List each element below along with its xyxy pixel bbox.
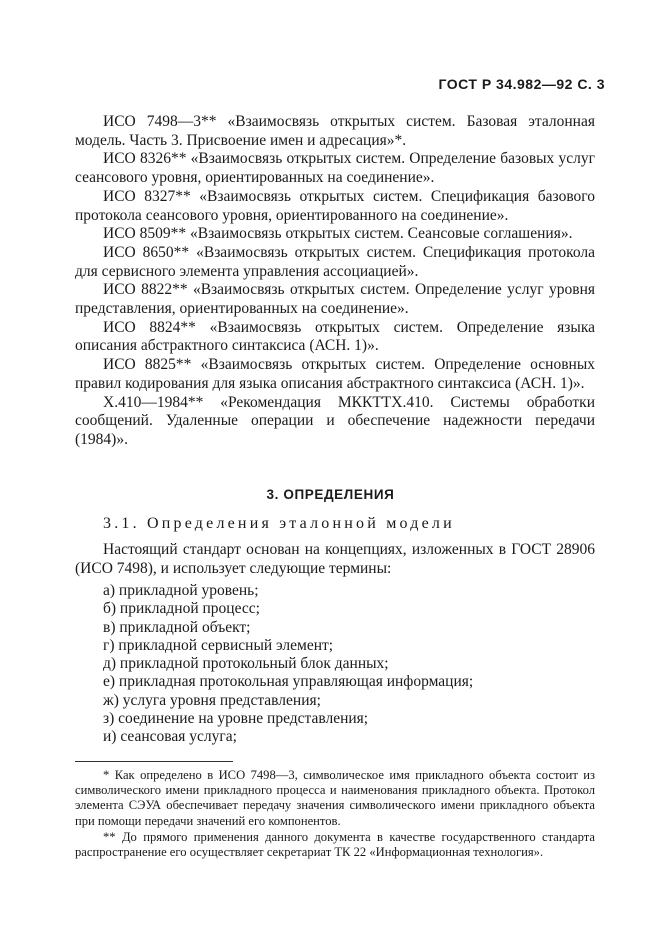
reference-item: ИСО 8327** «Взаимосвязь открытых систем. Спецификация базового протокола сеансового уровня, ориентированного на соединение». — [75, 187, 595, 224]
term-item: б) прикладной процесс; — [103, 600, 260, 618]
intro-paragraph: Настоящий стандарт основан на концепциях, изложенных в ГОСТ 28906 (ИСО 7498), и использует следующие термины: — [75, 541, 595, 577]
footnote: ** До прямого применения данного документа в качестве государственного стандарта распространение его осуществляет секретариат ТК 22 «Информационная технология». — [75, 829, 595, 860]
references-list — [75, 113, 595, 450]
term-item: е) прикладная протокольная управляющая информация; — [103, 673, 474, 691]
reference-item: ИСО 8824** «Взаимосвязь открытых систем. Определение языка описания абстрактного синтаксиса (АСН. 1)». — [75, 318, 595, 355]
term-item: з) соединение на уровне представления; — [103, 710, 369, 728]
term-item: г) прикладной сервисный элемент; — [103, 636, 334, 654]
footnotes — [75, 768, 595, 861]
page-header: ГОСТ Р 34.982—92 С. 3 — [438, 76, 605, 92]
reference-item: ИСО 8650** «Взаимосвязь открытых систем. Спецификация протокола для сервисного элемента управления ассоциацией». — [75, 243, 595, 280]
footnote: * Как определено в ИСО 7498—3, символическое имя прикладного объекта состоит из символического имени прикладного процесса и наименования прикладного объекта. Протокол элемента СЭУА обеспечивает передачу значения символического имени прикладного объекта при помощи передачи значений его компонентов. — [75, 768, 595, 828]
reference-item: ИСО 7498—3** «Взаимосвязь открытых систем. Базовая эталонная модель. Часть 3. Присвоение имен и адресация»*. — [75, 113, 595, 149]
section-title: 3. ОПРЕДЕЛЕНИЯ — [266, 487, 395, 502]
reference-item: ИСО 8822** «Взаимосвязь открытых систем. Определение услуг уровня представления, ориентированных на соединение». — [75, 281, 595, 318]
terms-list — [103, 582, 603, 747]
term-item: и) сеансовая услуга; — [103, 728, 237, 746]
term-item: в) прикладной объект; — [103, 618, 251, 636]
reference-item: X.410—1984** «Рекомендация МККТТХ.410. Системы обработки сообщений. Удаленные операции и обеспечение надежности передачи (1984)». — [75, 393, 595, 448]
term-item: ж) услуга уровня представления; — [103, 691, 321, 709]
term-item: д) прикладной протокольный блок данных; — [103, 655, 389, 673]
subsection-title: 3.1. Определения эталонной модели — [103, 515, 455, 532]
reference-item: ИСО 8326** «Взаимосвязь открытых систем. Определение базовых услуг сеансового уровня, ориентированных на соединение». — [75, 150, 595, 187]
term-item: а) прикладной уровень; — [103, 582, 259, 599]
reference-item: ИСО 8825** «Взаимосвязь открытых систем. Определение основных правил кодирования для языка описания абстрактного синтаксиса (АСН. 1)». — [75, 356, 595, 392]
footnote-divider — [75, 761, 233, 762]
reference-item: ИСО 8509** «Взаимосвязь открытых систем. Сеансовые соглашения». — [103, 225, 573, 243]
